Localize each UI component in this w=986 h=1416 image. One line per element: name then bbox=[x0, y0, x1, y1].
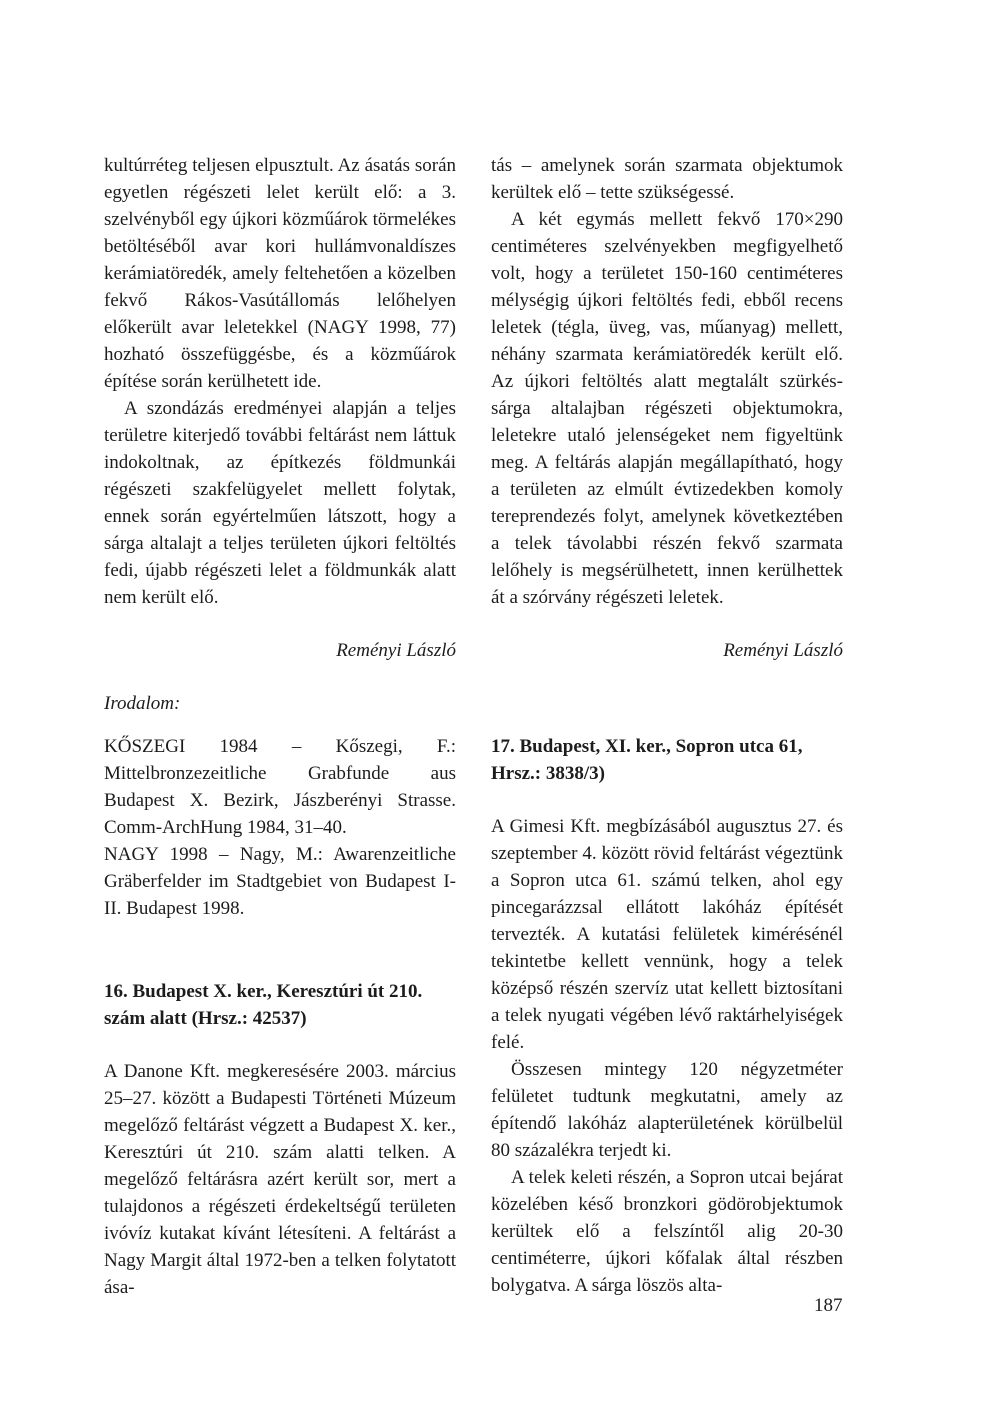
section-heading: 17. Budapest, XI. ker., Sopron utca 61, Hrsz.: 3838/3) bbox=[491, 736, 803, 784]
author-signature: Reményi László bbox=[336, 640, 456, 661]
body-paragraph: A telek keleti részén, a Sopron utcai bejárat közelében késő bronzkori gödörobjektumok kerültek elő a felszíntől alig 20-30 centiméterre, újkori kőfalak által részben bolygatva. A sárga löszös alta- bbox=[491, 1167, 843, 1296]
body-paragraph: A két egymás mellett fekvő 170×290 centiméteres szelvényekben megfigyelhető volt, hogy a területet 150-160 centiméteres mélységig újkori feltöltés fedi, ebből recens leletek (tégla, üveg, vas, műanyag) mellett, néhány szarmata kerámiatöredék került elő. Az újkori feltöltés alatt megtalált szürkés-sárga altalajban régészeti objektumokra, leletekre utaló jelenségeket nem figyeltünk meg. A feltárás alapján megállapítható, hogy a területen az elmúlt évtizedekben komoly tereprendezés folyt, amelynek következtében a telek távolabbi részén fekvő szarmata lelőhely is megsérülhetett, innen kerülhettek át a szórvány régészeti leletek. bbox=[491, 209, 843, 608]
body-paragraph: A Danone Kft. megkeresésére 2003. március 25–27. között a Budapesti Történeti Múzeum megelőző feltárást végzett a Budapest X. ker., Keresztúri út 210. szám alatti telken. A megelőző feltárásra azért került sor, mert a tulajdonos a régészeti érdekeltségű területen ivóvíz kutakat kívánt létesíteni. A feltárást a Nagy Margit által 1972-ben a telken folytatott ása- bbox=[104, 1061, 456, 1298]
page-number: 187 bbox=[814, 1295, 843, 1316]
bibliography-entry: KŐSZEGI 1984 – Kőszegi, F.: Mittelbronzezeitliche Grabfunde aus Budapest X. Bezirk, Jászberényi Strasse. Comm-ArchHung 1984, 31–40. bbox=[104, 736, 456, 838]
section-heading: 16. Budapest X. ker., Keresztúri út 210. szám alatt (Hrsz.: 42537) bbox=[104, 981, 423, 1029]
body-paragraph: tás – amelynek során szarmata objektumok kerültek elő – tette szükségessé. bbox=[491, 155, 843, 203]
body-paragraph: A Gimesi Kft. megbízásából augusztus 27. és szeptember 4. között rövid feltárást végeztünk a Sopron utca 61. számú telken, ahol egy pincegarázzsal ellátott lakóház építését tervezték. A kutatási felületek kimérésénél tekintetbe kellett vennünk, hogy a telek középső részén szervíz utat kellett biztosítani a telek nyugati végében lévő raktárhelyiségek felé. bbox=[491, 816, 843, 1053]
author-signature: Reményi László bbox=[723, 640, 843, 661]
body-paragraph: kultúrréteg teljesen elpusztult. Az ásatás során egyetlen régészeti lelet került elő: a 3. szelvényből egy újkori közműárok törmelékes betöltéséből avar kori hullámvonaldíszes kerámiatöredék, amely feltehetően a közelben fekvő Rákos-Vasútállomás lelőhelyen előkerült avar leletekkel (NAGY 1998, 77) hozható összefüggésbe, és a közműárok építése során kerülhetett ide. bbox=[104, 155, 456, 392]
right-column-bottom bbox=[491, 733, 843, 1299]
right-column-top bbox=[491, 152, 843, 664]
left-column-bottom bbox=[104, 733, 456, 1301]
body-paragraph: Összesen mintegy 120 négyzetméter felületet tudtunk megkutatni, amely az építendő lakóház alapterületének körülbelül 80 százalékra terjedt ki. bbox=[491, 1059, 843, 1161]
literature-heading: Irodalom: bbox=[104, 693, 181, 714]
bibliography-entry: NAGY 1998 – Nagy, M.: Awarenzeitliche Gräberfelder im Stadtgebiet von Budapest I-II. Budapest 1998. bbox=[104, 844, 456, 919]
left-column-top bbox=[104, 152, 456, 717]
body-paragraph: A szondázás eredményei alapján a teljes területre kiterjedő további feltárást nem láttuk indokoltnak, az építkezés földmunkái régészeti szakfelügyelet mellett folytak, ennek során egyértelműen látszott, hogy a sárga altalajt a teljes területen újkori feltöltés fedi, újabb régészeti lelet a földmunkák alatt nem került elő. bbox=[104, 398, 456, 608]
